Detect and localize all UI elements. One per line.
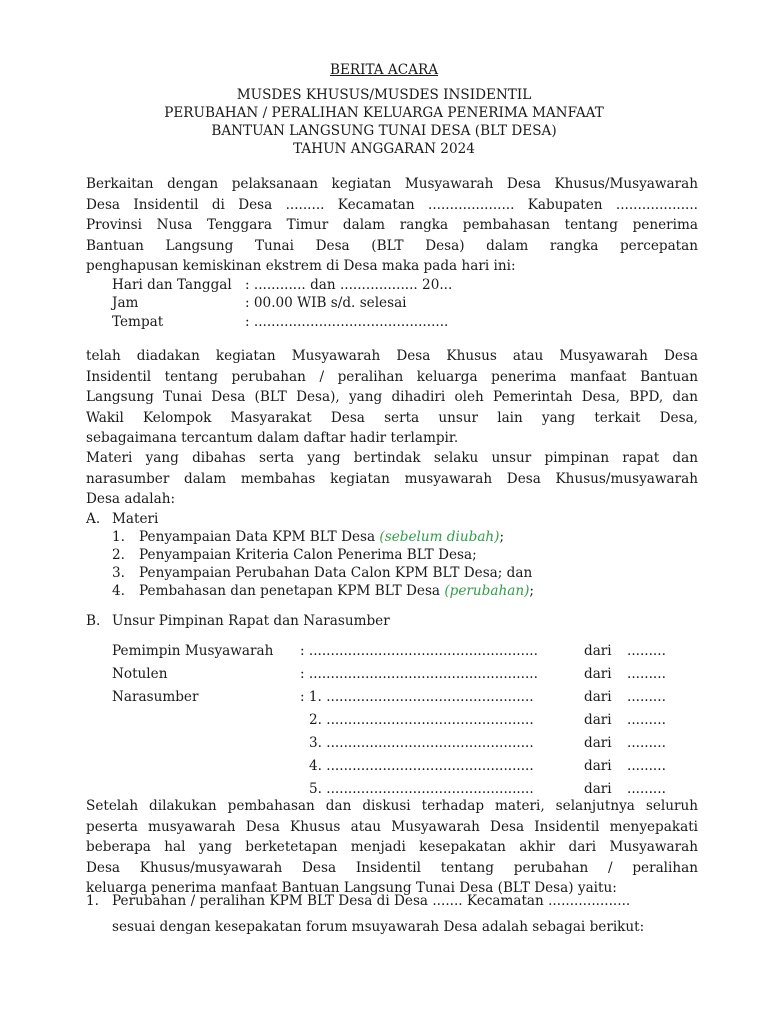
list-item (139, 528, 504, 547)
list-item-number: 4. (112, 583, 125, 599)
list-item-note: (sebelum diubah) (379, 529, 500, 545)
section-b-marker: B. (86, 613, 101, 629)
role-dari-dots: ......... (627, 735, 666, 751)
intro-line: Berkaitan dengan pelaksanaan kegiatan Musyawarah Desa Khusus/Musyawarah (86, 176, 698, 192)
role-value: 5. ................................................ (309, 781, 534, 797)
role-dari: dari (584, 781, 612, 797)
schedule-place-label: Tempat (112, 314, 164, 330)
intro-line: penghapusan kemiskinan ekstrem di Desa maka pada hari ini: (86, 258, 516, 274)
list-item-end: ; (529, 583, 534, 599)
list-item-end: ; (499, 529, 505, 545)
intro-paragraph (86, 174, 698, 277)
role-value: : 1. ................................................ (300, 689, 534, 705)
materials-intro-paragraph (86, 448, 698, 510)
role-dari-dots: ......... (627, 758, 666, 774)
paragraph-line: Wakil Kelompok Masyarakat Desa serta unsur lain yang terkait Desa, (86, 409, 698, 426)
paragraph-line: Desa adalah: (86, 491, 176, 507)
list-item-text: Penyampaian Perubahan Data Calon KPM BLT Desa; dan (139, 565, 533, 581)
role-dari-dots: ......... (627, 712, 666, 728)
schedule-place-value: : ............................................. (245, 314, 449, 330)
paragraph-line: telah diadakan kegiatan Musyawarah Desa Khusus atau Musyawarah Desa (86, 348, 698, 364)
list-item-text: Penyampaian Kriteria Calon Penerima BLT Desa; (139, 547, 477, 563)
role-dari: dari (584, 689, 612, 705)
paragraph-line: sebagaimana tercantum dalam daftar hadir terlampir. (86, 430, 459, 446)
paragraph-line: Desa Khusus/musyawarah Desa Insidentil tentang perubahan / peralihan (86, 859, 698, 876)
attendance-paragraph (86, 346, 698, 449)
intro-line: Provinsi Nusa Tenggara Timur dalam rangka pembahasan tentang penerima (86, 217, 698, 233)
paragraph-line: Setelah dilakukan pembahasan dan diskusi terhadap materi, selanjutnya seluruh (86, 798, 698, 814)
role-dari: dari (584, 666, 612, 682)
agreement-paragraph (86, 796, 698, 899)
section-a-title: Materi (112, 511, 159, 527)
final-item-number: 1. (86, 893, 99, 909)
header-line-2: PERUBAHAN / PERALIHAN KELUARGA PENERIMA MANFAAT (164, 105, 604, 121)
final-item-line-1: Perubahan / peralihan KPM BLT Desa di Desa ....... Kecamatan ................... (112, 893, 631, 909)
role-label: Pemimpin Musyawarah (112, 643, 274, 659)
role-label: Notulen (112, 666, 168, 682)
paragraph-line: narasumber dalam membahas kegiatan musyawarah Desa Khusus/musyawarah (86, 470, 698, 487)
paragraph-line: Langsung Tunai Desa (BLT Desa), yang dihadiri oleh Pemerintah Desa, BPD, dan (86, 389, 698, 405)
role-value: 2. ................................................ (309, 712, 534, 728)
header-line-4: TAHUN ANGGARAN 2024 (293, 141, 475, 157)
list-item-number: 1. (112, 529, 125, 545)
list-item-note: (perubahan) (444, 583, 530, 599)
role-value: 4. ................................................ (309, 758, 534, 774)
section-b-title: Unsur Pimpinan Rapat dan Narasumber (112, 613, 390, 629)
intro-line: Bantuan Langsung Tunai Desa (BLT Desa) dalam rangka percepatan (86, 237, 698, 254)
role-dari-dots: ......... (627, 689, 666, 705)
schedule-day-label: Hari dan Tanggal (112, 277, 232, 293)
role-dari: dari (584, 712, 612, 728)
role-dari: dari (584, 643, 612, 659)
list-item-number: 2. (112, 547, 125, 563)
role-dari: dari (584, 735, 612, 751)
role-value: : ..................................................... (300, 666, 538, 682)
schedule-day-value: : ............ dan .................. 20... (245, 277, 453, 293)
role-dari-dots: ......... (627, 666, 666, 682)
paragraph-line: peserta musyawarah Desa Khusus atau Musyawarah Desa Insidentil menyepakati (86, 818, 698, 835)
schedule-time-label: Jam (112, 295, 139, 311)
role-dari-dots: ......... (627, 643, 666, 659)
intro-line: Desa Insidentil di Desa ......... Kecamatan .................... Kabupaten ................... (86, 196, 698, 213)
document-title: BERITA ACARA (329, 62, 439, 78)
list-item-text: Pembahasan dan penetapan KPM BLT Desa (139, 583, 445, 599)
role-dari-dots: ......... (627, 781, 666, 797)
schedule-time-value: : 00.00 WIB s/d. selesai (245, 295, 407, 311)
header-line-3: BANTUAN LANGSUNG TUNAI DESA (BLT DESA) (211, 123, 557, 139)
paragraph-line: keluarga penerima manfaat Bantuan Langsung Tunai Desa (BLT Desa) yaitu: (86, 880, 617, 896)
role-value: : ..................................................... (300, 643, 538, 659)
role-value: 3. ................................................ (309, 735, 534, 751)
list-item (139, 546, 477, 565)
header-line-1: MUSDES KHUSUS/MUSDES INSIDENTIL (236, 87, 532, 103)
list-item (139, 564, 532, 583)
list-item-text: Penyampaian Data KPM BLT Desa (139, 529, 380, 545)
role-label: Narasumber (112, 689, 199, 705)
paragraph-line: beberapa hal yang berketetapan menjadi kesepakatan akhir dari Musyawarah (86, 839, 698, 855)
final-item-line-2: sesuai dengan kesepakatan forum msuyawarah Desa adalah sebagai berikut: (112, 919, 645, 935)
section-a-marker: A. (86, 511, 101, 527)
paragraph-line: Materi yang dibahas serta yang bertindak selaku unsur pimpinan rapat dan (86, 450, 698, 466)
paragraph-line: Insidentil tentang perubahan / peralihan keluarga penerima manfaat Bantuan (86, 368, 698, 385)
list-item (139, 582, 534, 601)
list-item-number: 3. (112, 565, 125, 581)
role-dari: dari (584, 758, 612, 774)
